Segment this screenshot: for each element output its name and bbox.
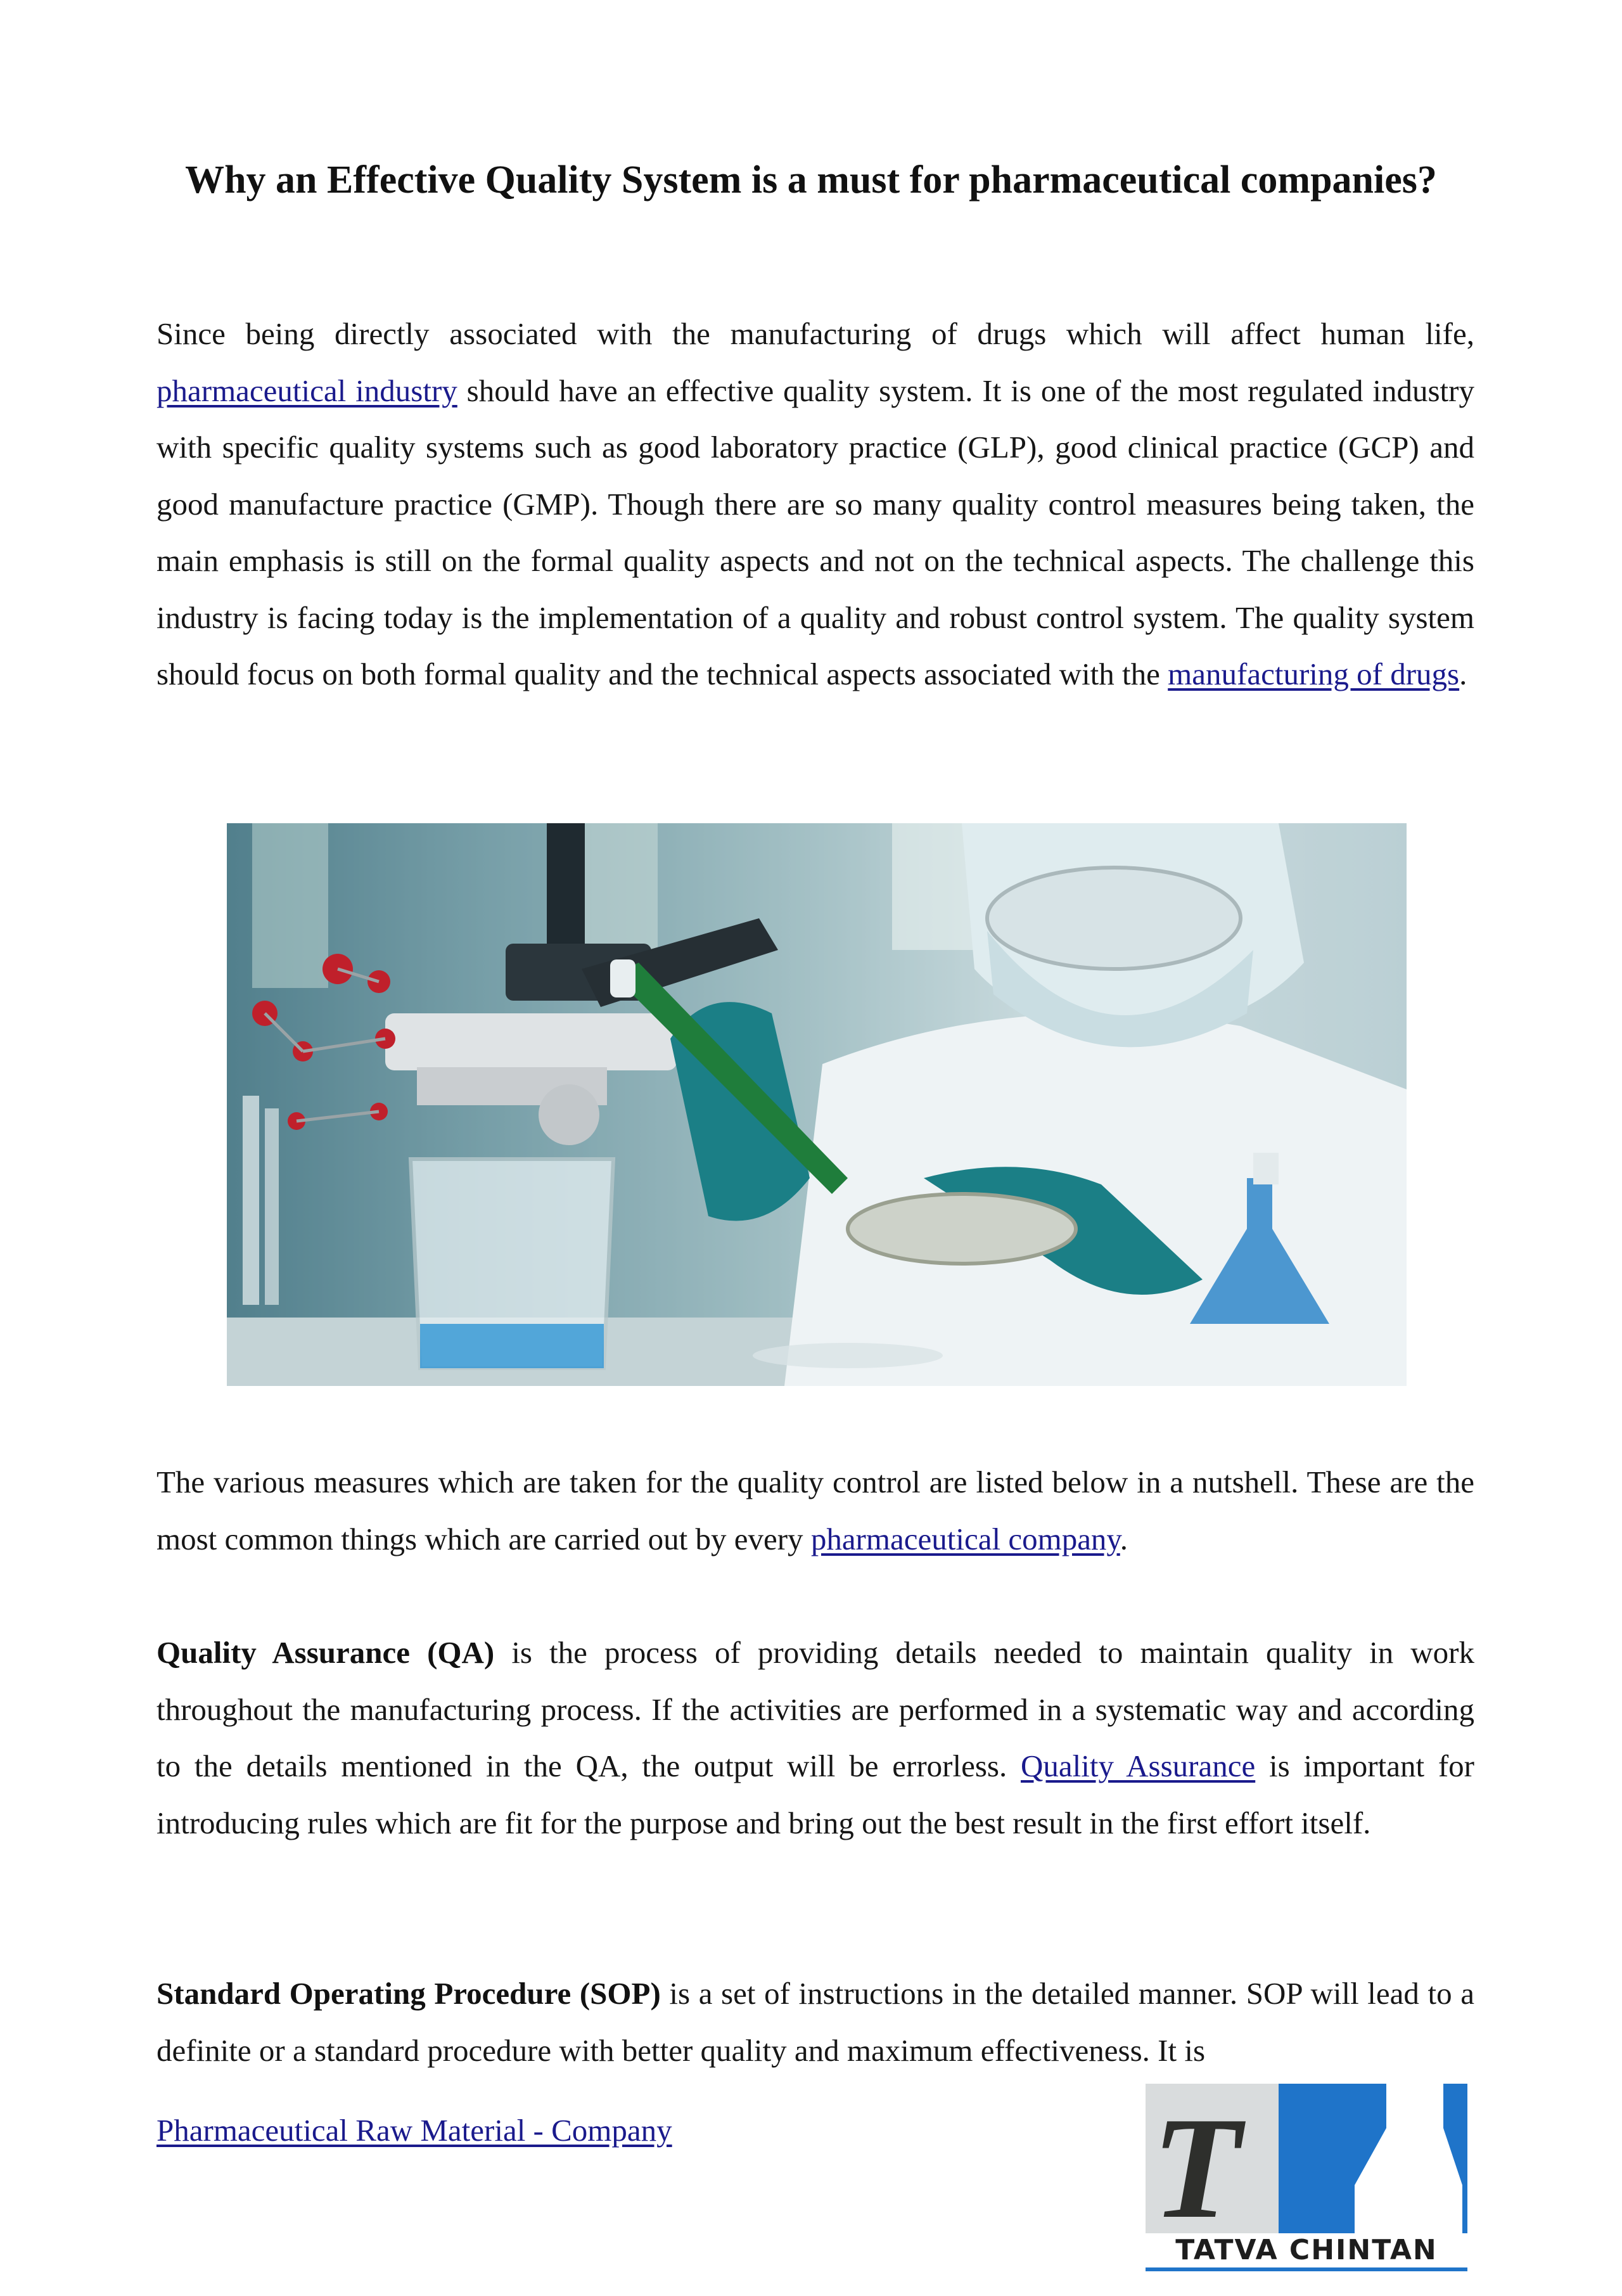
article-title: Why an Effective Quality System is a must for pharmaceutical companies? <box>185 158 1437 202</box>
lab-scientist-photo <box>227 823 1407 1386</box>
tatva-chintan-logo <box>1146 2084 1467 2274</box>
pharmaceutical-industry-link[interactable]: pharmaceutical industry <box>156 373 457 408</box>
footer-company-link[interactable]: Pharmaceutical Raw Material - Company <box>156 2113 672 2148</box>
logo-wordmark: TATVA CHINTAN <box>1175 2234 1438 2266</box>
qa-term: Quality Assurance (QA) <box>156 1635 495 1670</box>
intro-paragraph: Since being directly associated with the manufacturing of drugs which will affect human life, pharmaceutical industry should have an effective quality system. It is one of the most regulated industry with specific quality systems such as good laboratory practice (GLP), good clinical practice (GCP) and good manufacture practice (GMP). Though there are so many quality control measures being taken, the main emphasis is still on the formal quality aspects and not on the technical aspects. The challenge this industry is facing today is the implementation of a quality and robust control system. The quality system should focus on both formal quality and the technical aspects associated with the manufacturing of drugs. <box>156 316 1474 691</box>
measures-paragraph: The various measures which are taken for the quality control are listed below in a nutshell. These are the most common things which are carried out by every pharmaceutical company. <box>156 1465 1474 1556</box>
logo-letter: T <box>1152 2087 1241 2248</box>
manufacturing-of-drugs-link[interactable]: manufacturing of drugs <box>1168 657 1460 691</box>
pharmaceutical-company-link[interactable]: pharmaceutical company <box>810 1521 1120 1556</box>
quality-assurance-paragraph: Quality Assurance (QA) is the process of providing details needed to maintain quality in work throughout the manufacturing process. If the activities are performed in a systematic way and according to the details mentioned in the QA, the output will be errorless. Quality Assurance is important for introducing rules which are fit for the purpose and bring out the best result in the first effort itself. <box>156 1635 1475 1840</box>
sop-term: Standard Operating Procedure (SOP) <box>156 1976 661 2011</box>
sop-paragraph: Standard Operating Procedure (SOP) is a set of instructions in the detailed manner. SOP will lead to a definite or a standard procedure with better quality and maximum effectiveness. It is <box>156 1976 1474 2068</box>
quality-assurance-link[interactable]: Quality Assurance <box>1021 1748 1256 1783</box>
